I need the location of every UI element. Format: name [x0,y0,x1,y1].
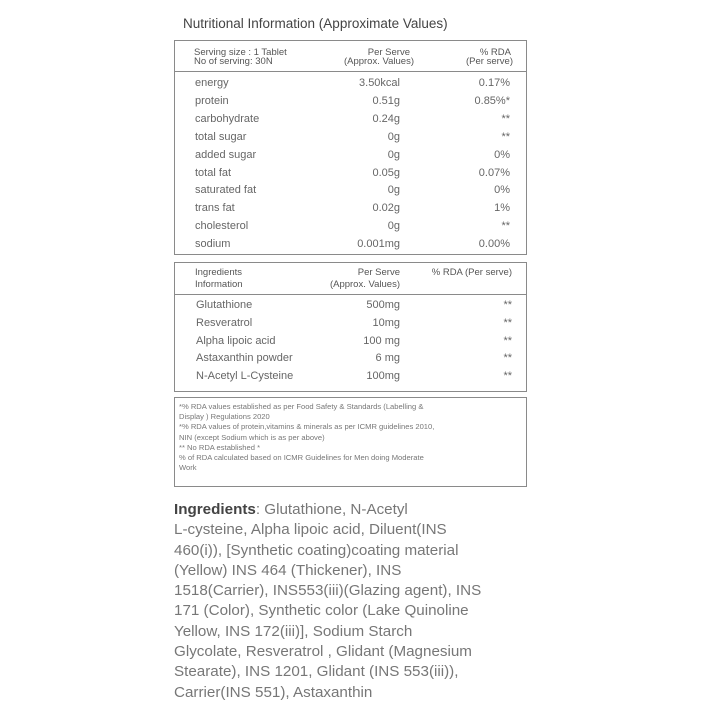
nutrient-value: 3.50kcal [359,77,400,89]
footnotes-box [174,397,527,487]
nutrient-rda: ** [501,130,510,143]
nutrient-value: 0g [387,130,400,143]
nutrient-rda: 0.00% [478,238,510,251]
footnote-line: *% RDA values established as per Food Safety & Standards (Labelling & [179,402,424,411]
nutrition-row [175,200,526,218]
nutrient-value: 0g [387,148,400,161]
ingredients-line: Yellow, INS 172(iii)], Sodium Starch [174,622,413,640]
nutrition-row [175,75,526,93]
ingredient-rda: ** [503,334,512,347]
ingredients-line: 460(i)), [Synthetic coating)coating material [174,541,459,559]
nutrient-name: carbohydrate [195,112,260,125]
nutrient-name: total sugar [195,130,247,143]
nutrient-name: sodium [195,238,231,251]
ingredients-line: (Yellow) INS 464 (Thickener), INS [174,561,402,579]
nutrient-value: 0.05g [372,166,400,179]
ingredient-row [175,315,526,333]
nutrition-row [175,129,526,147]
ingredient-name: Astaxanthin powder [196,352,293,365]
nutrient-rda: ** [501,220,510,233]
ingredient-rda: ** [503,352,512,365]
ingredients-line: Stearate), INS 1201, Glidant (INS 553(iii)), [174,663,459,681]
nutrient-rda: 0.85%* [474,94,510,107]
nutrition-row [175,218,526,236]
nutrition-row [175,165,526,183]
nutrient-name: total fat [195,166,232,179]
ingredient-row [175,297,526,315]
ingredient-rda: ** [503,370,512,383]
ingredients-first-line: : Glutathione, N-Acetyl [255,501,408,518]
header-divider-2 [175,294,526,295]
ingredient-value: 100mg [366,370,400,383]
nutrient-value: 0.24g [372,112,400,125]
nutrition-row [175,93,526,111]
nutrition-table [174,40,527,255]
ingredients-line: L-cysteine, Alpha lipoic acid, Diluent(INS [174,521,447,539]
nutrition-row [175,182,526,200]
nutrient-name: saturated fat [195,184,257,197]
rda-header-2: % RDA (Per serve) [431,267,512,278]
per-serve-subheader: (Approx. Values) [343,56,414,67]
ingredient-rda: ** [503,316,512,329]
ingredient-row [175,350,526,368]
nutrition-row [175,236,526,254]
rda-subheader: (Per serve) [466,56,513,67]
ingredient-value: 500mg [366,299,400,311]
nutrient-name: energy [195,77,229,89]
page-title: Nutritional Information (Approximate Values) [183,16,448,31]
ingredients-paragraph [174,500,544,703]
rda-header: % RDA [479,47,511,58]
nutrient-rda: 1% [494,202,510,215]
ingredients-label: Ingredients [174,501,256,518]
footnote-line: NIN (except Sodium which is as per above) [179,432,325,442]
ingredient-name: Alpha lipoic acid [196,334,276,347]
nutrient-value: 0.51g [372,94,400,107]
ingredient-name: N-Acetyl L-Cysteine [196,370,294,383]
ingredient-value: 10mg [372,316,400,329]
footnote-line: Display ) Regulations 2020 [179,412,270,422]
nutrient-value: 0.001mg [357,238,400,251]
footnote-line: *% RDA values of protein,vitamins & minerals as per ICMR guidelines 2010, [179,422,435,432]
nutrient-rda: 0.07% [478,166,510,179]
footnote-line: Work [179,463,197,473]
nutrient-rda: ** [501,112,510,125]
per-serve-header-2: Per Serve [357,267,400,278]
nutrient-value: 0.02g [372,202,400,215]
ingredients-header: Ingredients [195,267,243,278]
ingredient-value: 6 mg [375,352,400,365]
nutrient-name: protein [195,94,229,107]
ingredient-name: Glutathione [196,299,253,311]
footnotes [179,402,522,473]
nutrient-rda: 0% [494,148,510,161]
nutrient-rda: 0.17% [478,77,510,89]
nutrient-value: 0g [387,220,400,233]
per-serve-subheader-2: (Approx. Values) [329,279,400,290]
information-header: Information [195,279,243,290]
ingredient-row [175,368,526,386]
nutrient-name: cholesterol [195,220,249,233]
ingredients-line: 1518(Carrier), INS553(iii)(Glazing agent), INS [174,582,482,600]
nutrient-rda: 0% [494,184,510,197]
ingredient-row [175,333,526,351]
ingredient-rda: ** [503,299,512,311]
nutrition-row [175,111,526,129]
serving-size: Serving size : 1 Tablet [194,47,287,58]
ingredients-line: Carrier(INS 551), Astaxanthin [174,683,373,701]
ingredients-line: Glycolate, Resveratrol , Glidant (Magnesium [174,643,472,661]
ingredients-table [174,262,527,392]
nutrient-name: trans fat [195,202,235,215]
ingredient-value: 100 mg [363,334,400,347]
ingredients-line: 171 (Color), Synthetic color (Lake Quinoline [174,602,469,620]
footnote-line: % of RDA calculated based on ICMR Guidelines for Men doing Moderate [179,453,424,463]
header-divider [175,71,526,72]
nutrient-name: added sugar [195,148,257,161]
ingredient-name: Resveratrol [196,316,253,329]
nutrient-value: 0g [387,184,400,197]
nutrition-row [175,147,526,165]
servings-count: No of serving: 30N [194,56,273,67]
per-serve-header: Per Serve [367,47,410,58]
footnote-line: ** No RDA established * [179,442,261,452]
